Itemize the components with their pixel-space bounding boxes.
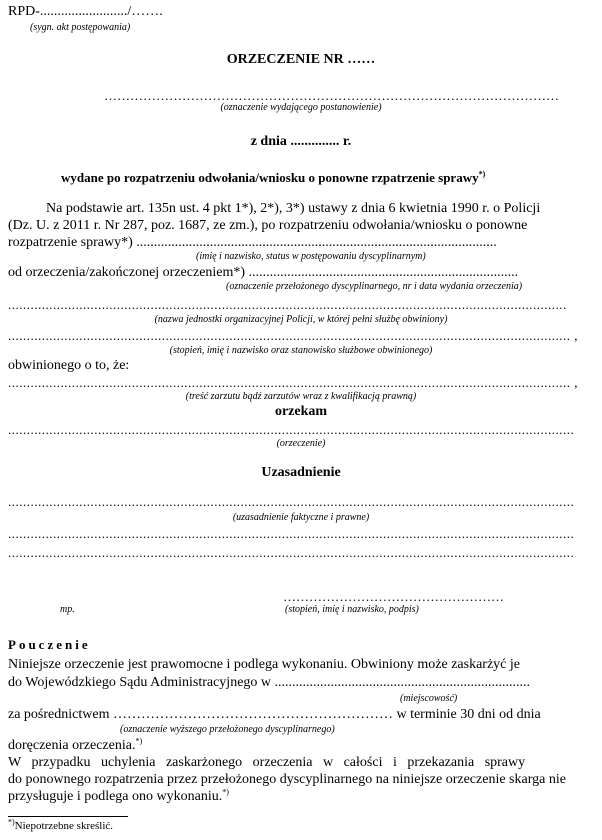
legal-basis-line-1: Na podstawie art. 135n ust. 4 pkt 1*), 2*), 3*) ustawy z dnia 6 kwietnia 1990 r. o Policji <box>46 201 541 216</box>
justification-heading: Uzasadnienie <box>261 465 341 480</box>
ruling-heading: orzekam <box>274 404 328 419</box>
issuer-hint: (oznaczenie wydającego postanowienie) <box>220 102 382 113</box>
instruction-line-4-text: doręczenia orzeczenia. <box>8 738 136 753</box>
case-number: RPD-........................./……. <box>8 4 163 19</box>
accused-hint: (stopień, imię i nazwisko oraz stanowisko służbowe obwinionego) <box>169 345 433 356</box>
date-line: z dnia .............. r. <box>250 134 352 149</box>
instruction-line-4 <box>8 738 142 754</box>
justification-field-3[interactable]: ....................................................................................................................................................... <box>8 545 575 560</box>
instruction-line-6: do ponownego rozpatrzenia przez przełożonego dyscyplinarnego na niniejsze orzeczenie skarga nie <box>8 772 566 787</box>
footnote-mark: *) <box>8 817 15 827</box>
instruction-line-7 <box>8 789 229 805</box>
footnote-divider <box>8 816 128 817</box>
appellant-field[interactable]: rozpatrzenie sprawy*) ....................................................................................................... <box>8 235 497 250</box>
superior-hint: (oznaczenie wyższego przełożonego dyscyplinarnego) <box>120 724 335 735</box>
footnote-text: Niepotrzebne skreślić. <box>14 820 114 832</box>
instruction-line-5: W przypadku uchylenia zaskarżonego orzeczenia w całości i przekazania sprawy <box>8 755 526 770</box>
justification-hint: (uzasadnienie faktyczne i prawne) <box>232 512 370 523</box>
document-title: ORZECZENIE NR …… <box>226 52 376 67</box>
appealed-ruling-field[interactable]: od orzeczenia/zakończonej orzeczeniem*) ............................................................................. <box>8 265 519 280</box>
footnote <box>8 817 114 832</box>
footnote-marker: *) <box>222 787 229 797</box>
court-city-field[interactable]: do Wojewódzkiego Sądu Administracyjnego w ......................................................................... <box>8 675 531 690</box>
justification-field-2[interactable]: ....................................................................................................................................................... <box>8 526 575 541</box>
instruction-line-7-text: przysługuje i podlega ono wykonaniu. <box>8 789 223 804</box>
appellant-hint: (imię i nazwisko, status w postępowaniu dyscyplinarnym) <box>196 251 426 262</box>
issuer-field[interactable]: …………………………………………………………………………………………… <box>104 88 559 103</box>
charges-field[interactable]: ...................................................................................................................................................... , <box>8 375 578 390</box>
unit-field[interactable]: ..................................................................................................................................................... <box>8 297 567 312</box>
appealed-ruling-hint: (oznaczenie przełożonego dyscyplinarnego, nr i data wydania orzeczenia) <box>226 281 523 292</box>
footnote-marker: *) <box>135 736 143 746</box>
signature-field[interactable]: …………………………………………… <box>283 589 504 604</box>
subtitle <box>61 170 485 186</box>
justification-field-1[interactable]: ....................................................................................................................................................... <box>8 494 575 509</box>
signature-hint: (stopień, imię i nazwisko, podpis) <box>285 604 419 615</box>
subtitle-text: wydane po rozpatrzeniu odwołania/wniosku o ponowne rzpatrzenie sprawy <box>61 170 479 185</box>
superior-field[interactable]: za pośrednictwem …………………………………………………… w terminie 30 dni od dnia <box>8 707 541 722</box>
court-city-hint: (miejscowość) <box>400 693 458 704</box>
ruling-field[interactable]: ....................................................................................................................................................... <box>8 422 575 437</box>
legal-basis-line-2: (Dz. U. z 2011 r. Nr 287, poz. 1687, ze zm.), po rozpatrzeniu odwołania/wniosku o ponowne <box>8 218 528 233</box>
accused-field[interactable]: ...................................................................................................................................................... , <box>8 328 578 343</box>
footnote-marker: *) <box>478 169 486 179</box>
ruling-hint: (orzeczenie) <box>276 438 326 449</box>
stamp-place-label: mp. <box>60 604 75 615</box>
unit-hint: (nazwa jednostki organizacyjnej Policji, w której pełni służbę obwiniony) <box>154 314 448 325</box>
charges-hint: (treść zarzutu bądź zarzutów wraz z kwalifikacją prawną) <box>185 391 417 402</box>
accused-of-label: obwinionego o to, że: <box>8 358 130 373</box>
instruction-line-1: Niniejsze orzeczenie jest prawomocne i podlega wykonaniu. Obwiniony może zaskarżyć je <box>8 657 520 672</box>
instruction-heading: Pouczenie <box>8 637 91 652</box>
case-number-hint: (sygn. akt postępowania) <box>30 22 131 33</box>
